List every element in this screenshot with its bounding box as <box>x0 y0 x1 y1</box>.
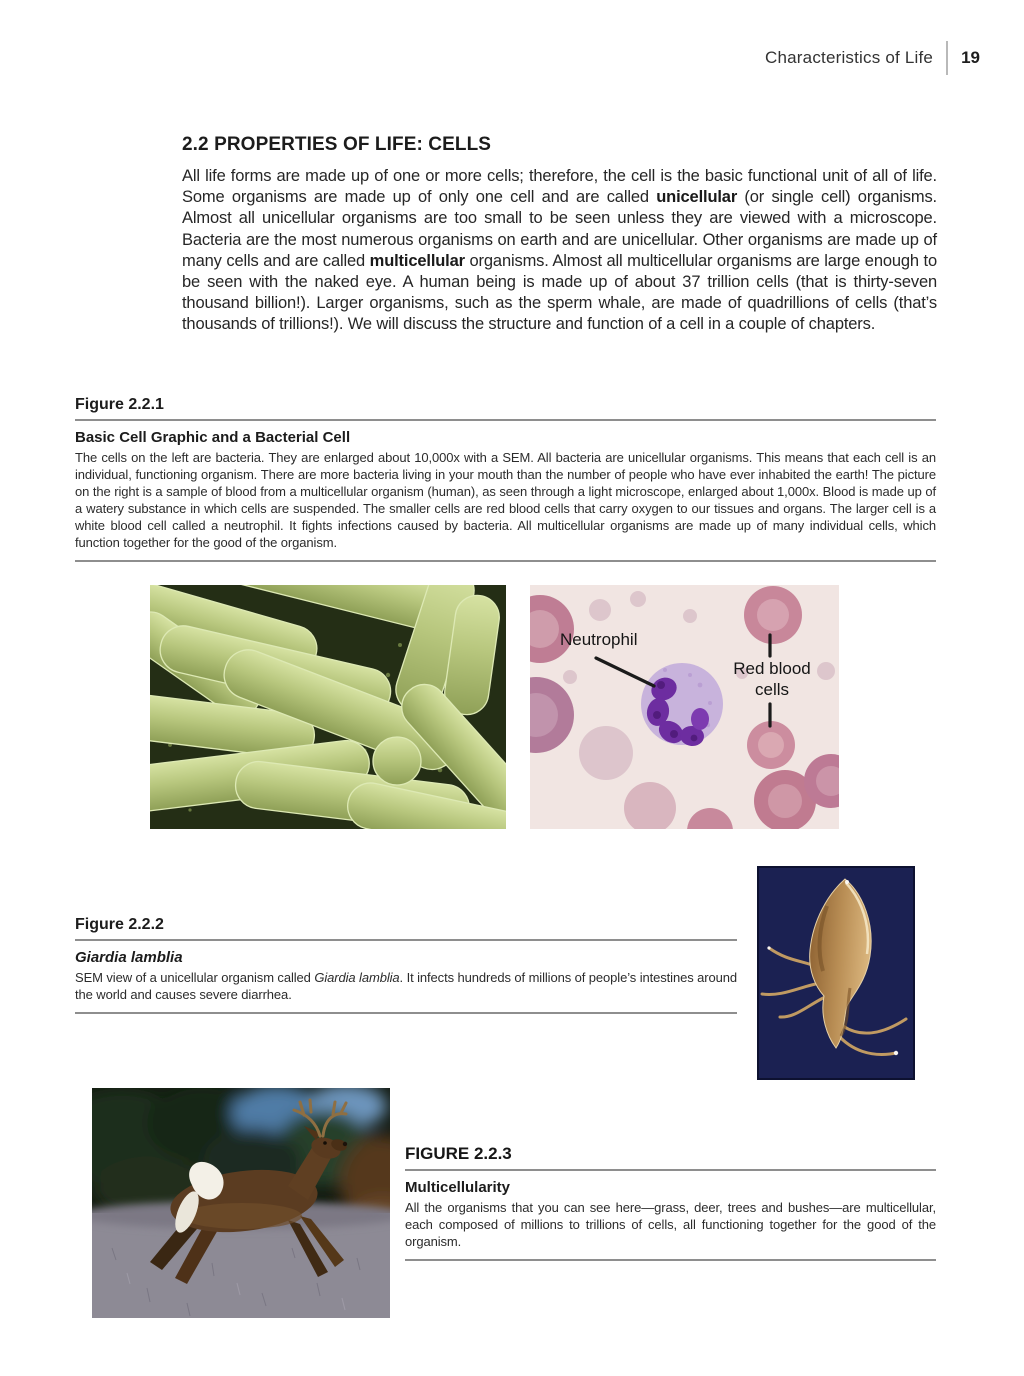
section-paragraph <box>182 166 937 336</box>
deer-photo <box>92 1088 390 1318</box>
caption-text: . It infects hundreds of millions of people’s intestines around the world and causes severe diarrhea. <box>75 970 738 1002</box>
paragraph-text: (or single cell) organisms. Almost all unicellular organisms are too small to be seen unless they are viewed with a microscope. Bacteria are the most numerous organisms on earth and are unicellular. Other organisms are made up of many cells and are called <box>182 188 937 270</box>
page-header <box>765 40 980 76</box>
paragraph-text: All life forms are made up of one or more cells; therefore, the cell is the basic functional unit of all of life. Some organisms are made up of only one cell and are called <box>182 167 937 207</box>
running-head-title: Characteristics of Life <box>765 48 934 67</box>
header-divider <box>946 41 948 75</box>
figure-2-2-1-caption: The cells on the left are bacteria. They are enlarged about 10,000x with a SEM. All bacteria are unicellular organisms. This means that each cell is an individual, functioning organism. There are more bacteria living in your mouth than the number of people who have ever inhabited the earth! The picture on the right is a sample of blood from a multicellular organism (human), as seen through a light microscope, enlarged about 1,000x. Blood is made up of a watery substance in which cells are suspended. The smaller cells are red blood cells that carry oxygen to our tissues and organs. The larger cell is a white blood cell called a neutrophil. It fights infections caused by bacteria. All multicellular organisms are made up of many individual cells, which function together for the good of the organism. <box>75 450 936 550</box>
bacteria-sem-image <box>150 585 506 829</box>
figure-rule <box>75 560 936 562</box>
blood-smear-image <box>530 585 839 829</box>
keyword-unicellular: unicellular <box>656 188 738 207</box>
bacteria-illustration <box>150 585 506 829</box>
figure-rule <box>75 939 737 941</box>
figure-2-2-1-label: Figure 2.2.1 <box>75 396 164 413</box>
species-name: Giardia lamblia <box>314 970 400 985</box>
figure-2-2-2-block <box>75 916 737 1014</box>
figure-rule <box>405 1259 936 1261</box>
figure-2-2-2-caption <box>75 969 737 1003</box>
figure-rule <box>75 419 936 421</box>
section-heading: 2.2 PROPERTIES OF LIFE: CELLS <box>182 134 492 155</box>
figure-rule <box>75 1012 737 1014</box>
neutrophil-label: Neutrophil <box>560 630 638 649</box>
figure-2-2-1-block <box>75 396 936 562</box>
figure-2-2-3-title: Multicellularity <box>405 1179 511 1196</box>
figure-2-2-1-title: Basic Cell Graphic and a Bacterial Cell <box>75 429 351 446</box>
figure-2-2-3-label: FIGURE 2.2.3 <box>405 1144 512 1163</box>
figure-2-2-2-title: Giardia lamblia <box>75 949 183 966</box>
caption-text: SEM view of a unicellular organism called <box>75 970 315 985</box>
deer-illustration <box>92 1088 390 1318</box>
figure-2-2-2-label: Figure 2.2.2 <box>75 916 164 933</box>
giardia-sem-image <box>757 866 915 1080</box>
keyword-multicellular: multicellular <box>369 251 465 270</box>
blood-illustration <box>530 585 839 829</box>
figure-2-2-3-caption: All the organisms that you can see here—grass, deer, trees and bushes—are multicellular, each composed of millions to trillions of cells, all functioning together for the good of the organism. <box>405 1200 936 1249</box>
paragraph-text: organisms. Almost all multicellular organisms are large enough to be seen with the naked eye. A human being is made up of about 37 trillion cells (that is thirty-seven thousand billion!). Larger organisms, such as the sperm whale, are made of quadrillions of cells (that’s thousands of trillions!). We will discuss the structure and function of a cell in a couple of chapters. <box>182 251 938 334</box>
figure-rule <box>405 1169 936 1171</box>
red-blood-cells-label: Red blood cells <box>733 659 811 699</box>
figure-2-2-3-block <box>405 1144 936 1261</box>
page-number: 19 <box>961 48 980 67</box>
giardia-illustration <box>757 866 915 1080</box>
